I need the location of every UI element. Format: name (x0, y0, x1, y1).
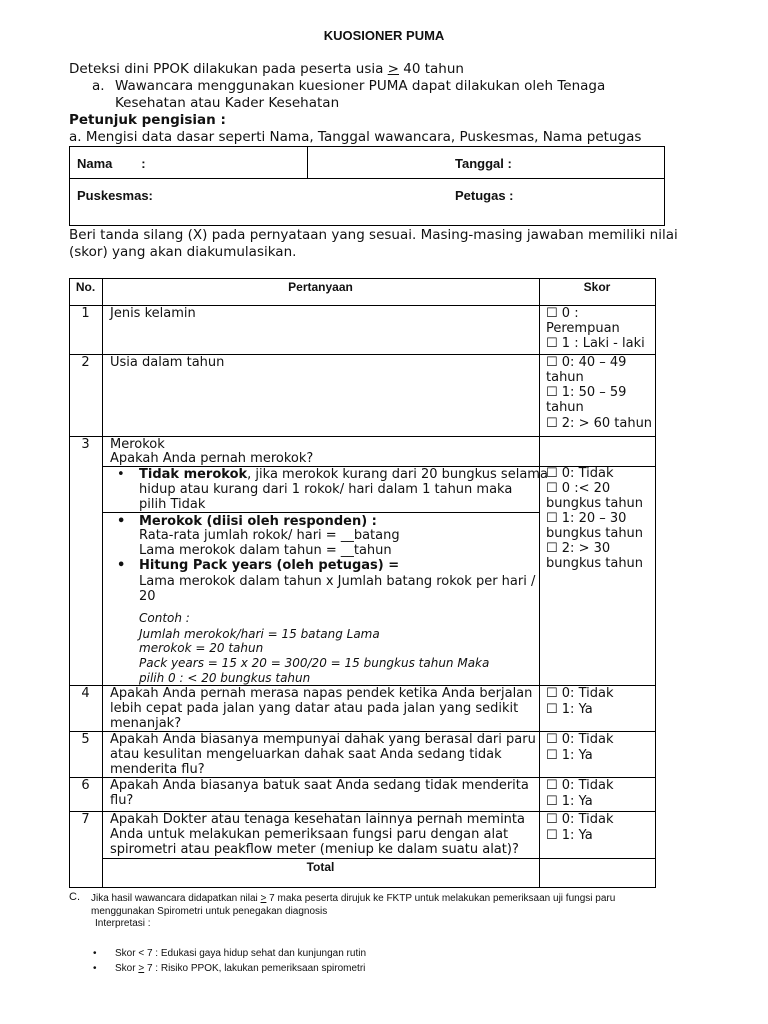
gte-sign: > (138, 963, 145, 974)
identity-box (69, 146, 665, 226)
footer-text: 7 maka peserta dirujuk ke FKTP untuk melakukan pemeriksaan uji fungsi paru (266, 893, 616, 904)
intro-text: Deteksi dini PPOK dilakukan pada peserta usia (69, 61, 388, 77)
row-number: 1 (81, 306, 90, 321)
tidak-merokok-text: , jika merokok kurang dari 20 bungkus selama (247, 467, 548, 482)
example-text: merokok = 20 tahun (139, 641, 264, 655)
question-text: Merokok (110, 437, 165, 452)
q3-tidak-line2: hidup atau kurang dari 1 rokok/ hari dalam 1 tahun maka (139, 482, 513, 497)
row-number: 5 (81, 732, 90, 747)
score-option[interactable]: ☐ 0: Tidak (546, 686, 614, 701)
question-text: Jenis kelamin (110, 306, 196, 321)
row-number: 2 (81, 355, 90, 370)
question-text: Usia dalam tahun (110, 355, 225, 370)
question-text: menderita flu? (110, 762, 205, 777)
question-text: lebih cepat pada jalan yang datar atau pada jalan yang sedikit (110, 701, 519, 716)
intro-line (69, 61, 464, 78)
score-option[interactable]: ☐ 0: 40 – 49 (546, 355, 627, 370)
nama-field[interactable]: Nama : (77, 156, 146, 171)
score-option[interactable]: ☐ 0 :< 20 (546, 481, 611, 496)
pack-years-label: • Hitung Pack years (oleh petugas) = (139, 558, 399, 573)
question-text: Anda untuk melakukan pemeriksaan fungsi paru dengan alat (110, 827, 509, 842)
question-text: Apakah Dokter atau tenaga kesehatan lainnya pernah meminta (110, 812, 525, 827)
intro-item-a-line2: Kesehatan atau Kader Kesehatan (115, 95, 340, 111)
intro-item-marker: a. (92, 78, 105, 94)
score-option[interactable]: ☐ 0: Tidak (546, 812, 614, 827)
merokok-batang: Rata-rata jumlah rokok/ hari = __batang (139, 528, 400, 543)
merokok-tahun: Lama merokok dalam tahun = __tahun (139, 543, 392, 558)
interpretation-item (115, 962, 365, 975)
pack-years-formula: 20 (139, 589, 156, 604)
example-text: Contoh : (139, 611, 190, 625)
question-text: spirometri atau peakflow meter (meniup ke dalam suatu alat)? (110, 842, 519, 857)
score-option-text: bungkus tahun (546, 556, 644, 571)
score-option[interactable]: ☐ 1: Ya (546, 748, 593, 763)
footer-line1 (91, 892, 615, 905)
score-option[interactable]: ☐ 0: Tidak (546, 778, 614, 793)
col-divider-score (539, 278, 540, 887)
question-text: atau kesulitan mengeluarkan dahak saat Anda sedang tidak (110, 747, 502, 762)
total-label: Total (306, 860, 335, 874)
instructions-item-a: a. Mengisi data dasar seperti Nama, Tanggal wawancara, Puskesmas, Nama petugas (69, 129, 642, 145)
footer-line2: menggunakan Spirometri untuk penegakan diagnosis (91, 906, 328, 917)
row-number: 7 (81, 812, 90, 827)
score-option-text: bungkus tahun (546, 526, 644, 541)
header-score: Skor (583, 280, 611, 294)
pack-years-formula: Lama merokok dalam tahun x Jumlah batang rokok per hari / (139, 574, 536, 589)
interpretation-text: 7 : Risiko PPOK, lakukan pemeriksaan spirometri (144, 963, 366, 974)
score-option-text: tahun (546, 370, 584, 385)
question-text: Apakah Anda biasanya batuk saat Anda sedang tidak menderita (110, 778, 529, 793)
row-number: 3 (81, 437, 90, 452)
score-option[interactable]: ☐ 1 : Laki - laki (546, 336, 645, 351)
col-divider-no (102, 278, 103, 887)
footer-marker: C. (69, 891, 80, 903)
q3-tidak-line3: pilih Tidak (139, 497, 206, 512)
instructions-heading: Petunjuk pengisian : (69, 112, 226, 128)
score-option-text: Perempuan (546, 321, 620, 336)
mark-instruction-line1: Beri tanda silang (X) pada pernyataan yang sesuai. Masing-masing jawaban memiliki nilai (69, 227, 678, 243)
row-divider (102, 512, 539, 513)
example-text: pilih 0 : < 20 bungkus tahun (139, 671, 311, 685)
question-text: Apakah Anda pernah merokok? (110, 451, 314, 466)
gte-sign: > (387, 61, 399, 77)
intro-text-suffix: 40 tahun (398, 61, 464, 77)
identity-vdivider (307, 146, 308, 178)
identity-divider (69, 178, 665, 179)
question-text: menanjak? (110, 716, 182, 731)
score-option[interactable]: ☐ 1: 50 – 59 (546, 385, 627, 400)
row-number: 6 (81, 778, 90, 793)
score-option[interactable]: ☐ 0: Tidak (546, 466, 614, 481)
score-option-text: bungkus tahun (546, 496, 644, 511)
mark-instruction-line2: (skor) yang akan diakumulasikan. (69, 244, 297, 260)
question-text: flu? (110, 793, 134, 808)
interpretation-item: • Skor < 7 : Edukasi gaya hidup sehat dan kunjungan rutin (115, 947, 366, 960)
score-option[interactable]: ☐ 2: > 30 (546, 541, 611, 556)
q3-tidak-line1 (139, 467, 548, 482)
interpretation-label: Interpretasi : (95, 918, 151, 929)
score-option[interactable]: ☐ 1: 20 – 30 (546, 511, 627, 526)
header-question: Pertanyaan (288, 280, 353, 294)
score-option[interactable]: ☐ 2: > 60 tahun (546, 416, 653, 431)
merokok-label: • Merokok (diisi oleh responden) : (139, 514, 377, 529)
question-text: Apakah Anda pernah merasa napas pendek ketika Anda berjalan (110, 686, 533, 701)
score-option-text: tahun (546, 400, 584, 415)
score-option[interactable]: ☐ 1: Ya (546, 828, 593, 843)
question-text: Apakah Anda biasanya mempunyai dahak yang berasal dari paru (110, 732, 536, 747)
intro-item-a-line1: Wawancara menggunakan kuesioner PUMA dapat dilakukan oleh Tenaga (115, 78, 606, 94)
interpretation-text: Skor (115, 963, 139, 974)
example-text: Pack years = 15 x 20 = 300/20 = 15 bungkus tahun Maka (139, 656, 490, 670)
score-option[interactable]: ☐ 1: Ya (546, 794, 593, 809)
score-option[interactable]: ☐ 0: Tidak (546, 732, 614, 747)
page-title: KUOSIONER PUMA (323, 28, 445, 43)
row-number: 4 (81, 686, 90, 701)
tanggal-field[interactable]: Tanggal : (455, 156, 512, 171)
score-option[interactable]: ☐ 0 : (546, 306, 579, 321)
petugas-field[interactable]: Petugas : (455, 188, 514, 203)
gte-sign: > (260, 893, 267, 904)
score-option[interactable]: ☐ 1: Ya (546, 702, 593, 717)
puskesmas-field[interactable]: Puskesmas: (77, 188, 153, 203)
footer-text: Jika hasil wawancara didapatkan nilai (91, 893, 261, 904)
row-divider (102, 858, 655, 859)
example-text: Jumlah merokok/hari = 15 batang Lama (139, 627, 380, 641)
header-no: No. (75, 280, 96, 294)
tidak-merokok-label: Tidak merokok (139, 467, 248, 482)
